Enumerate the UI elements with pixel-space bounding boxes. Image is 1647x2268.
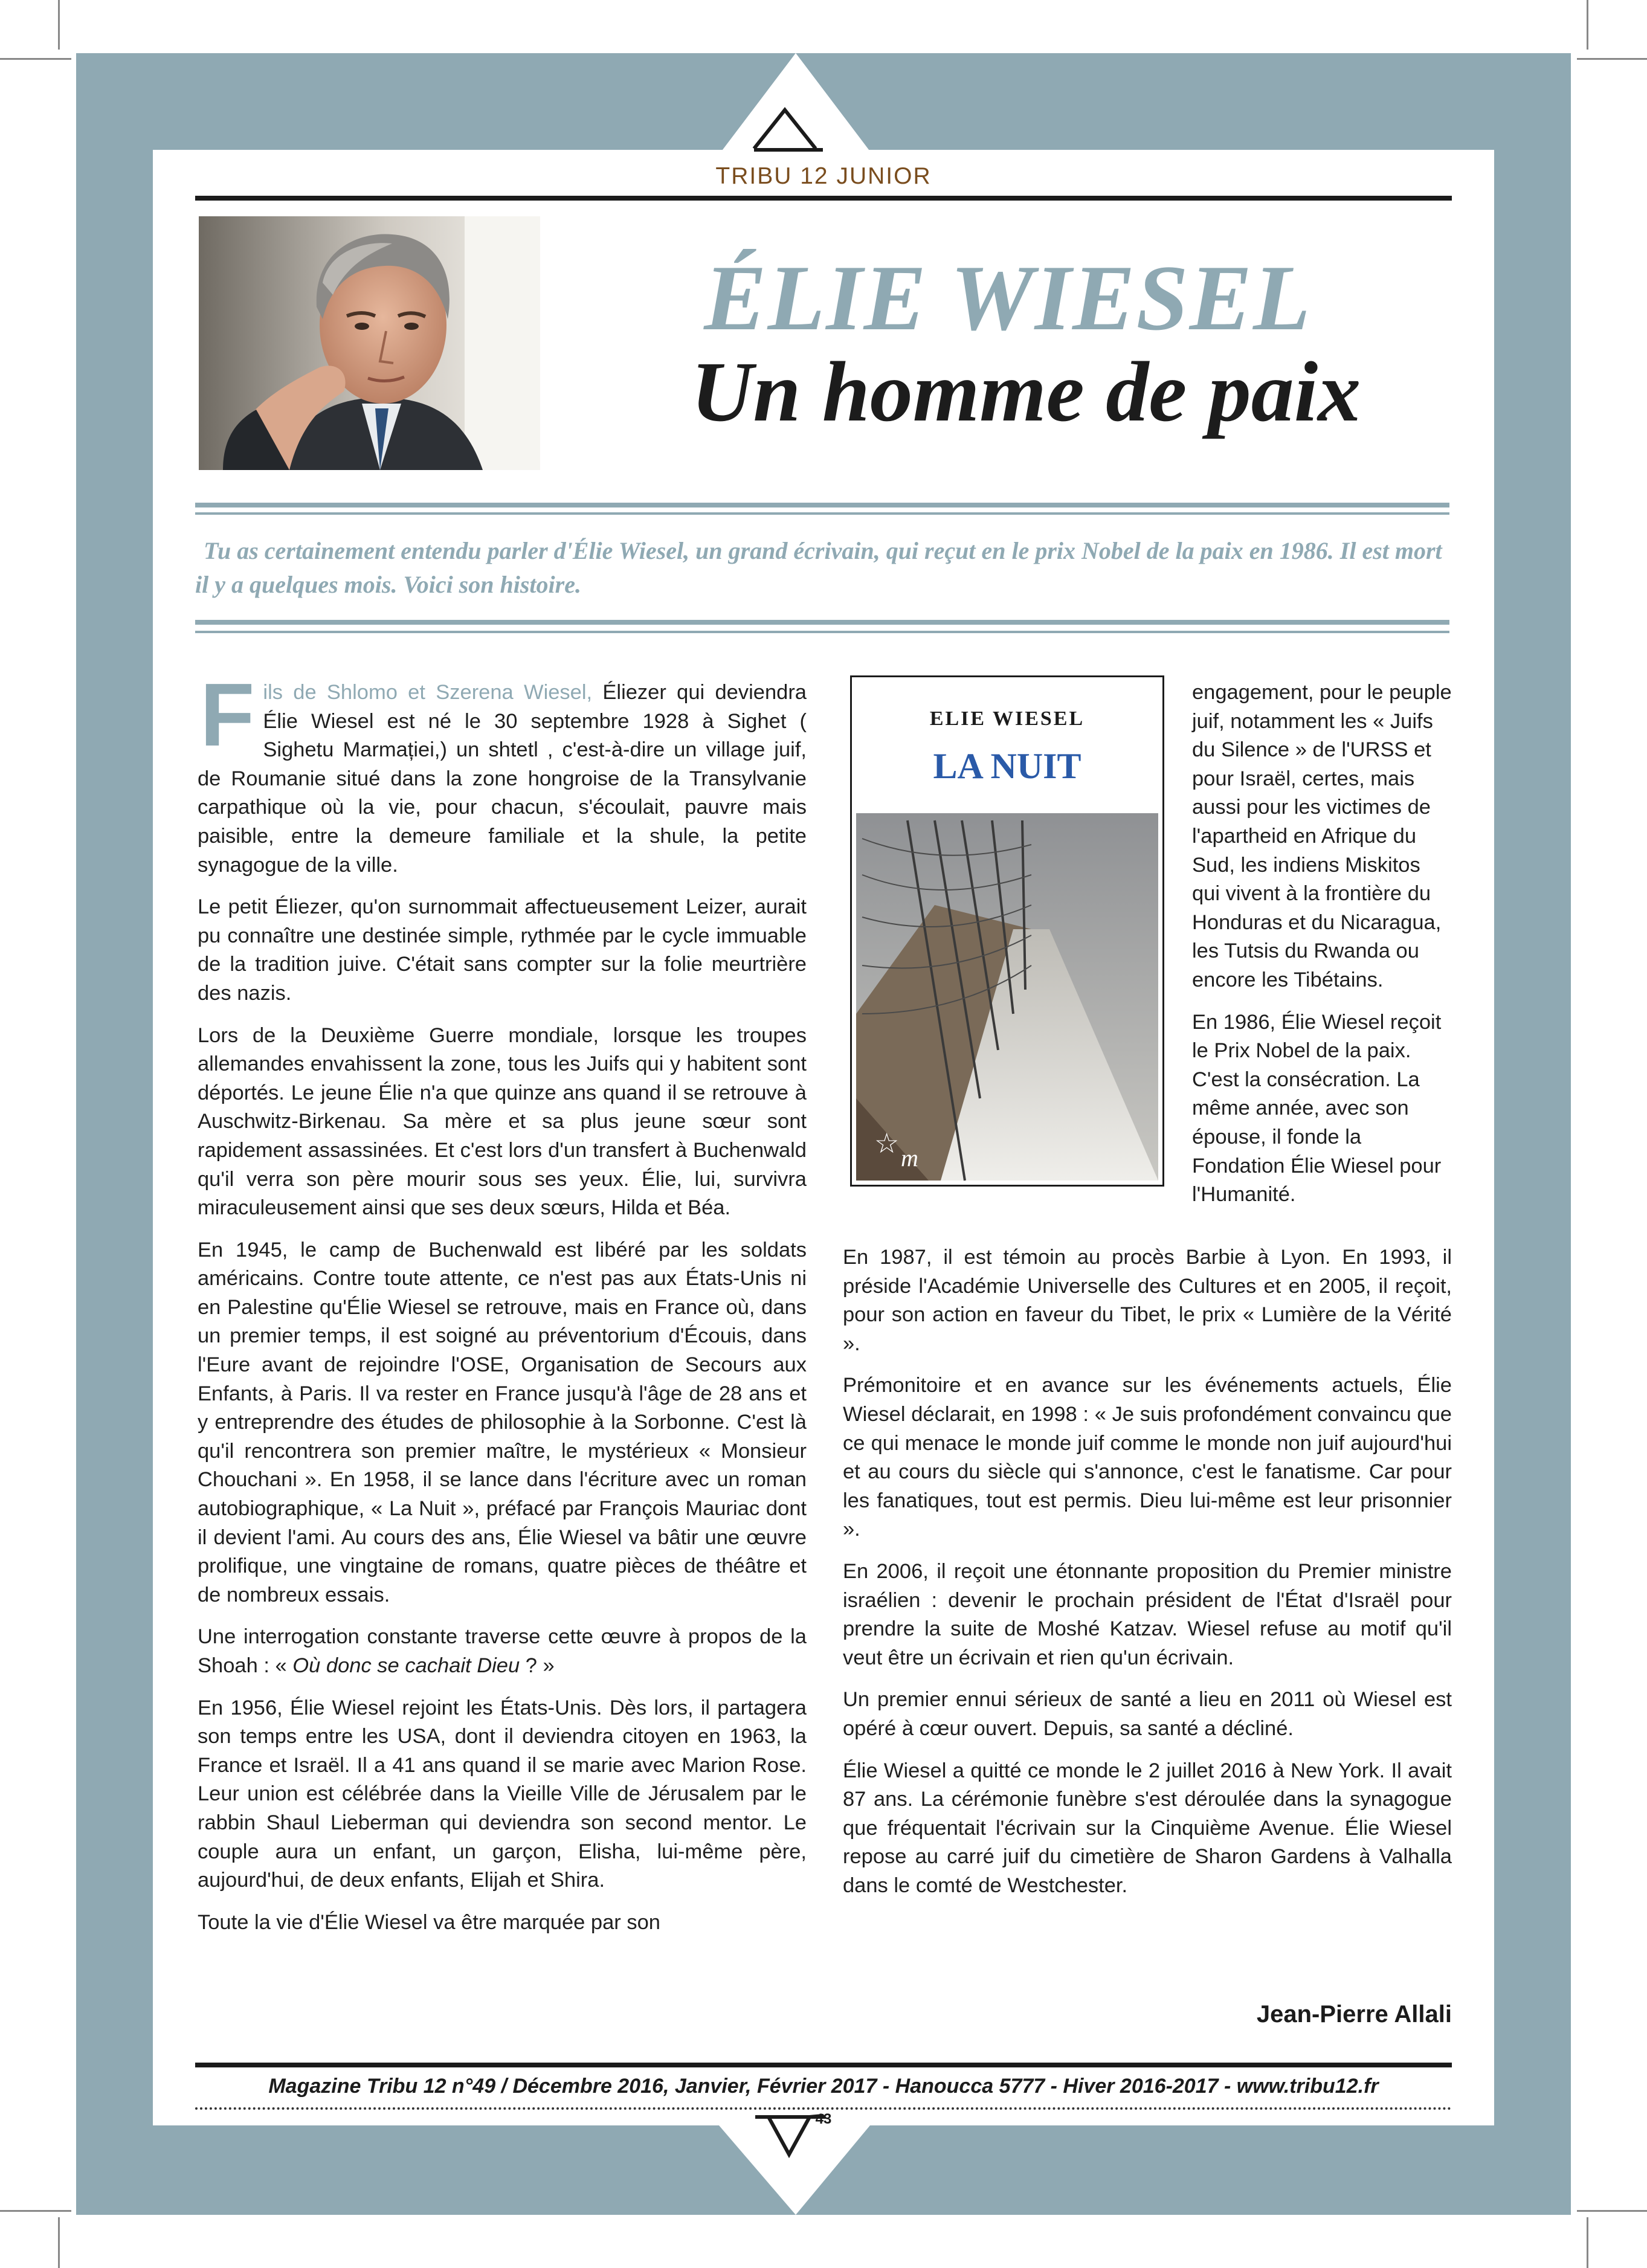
crop-mark — [58, 0, 60, 50]
paragraph-text: ? » — [520, 1654, 555, 1677]
content-area — [153, 150, 1494, 2125]
paragraph-text: Éliezer qui deviendra Élie Wiesel est né le 30 septembre 1928 à Sighet ( Sighetu Marmației,) un shtetl , c'est-à-dire un village juif, de Roumanie situé dans la zone hongroise de la Transylvanie carpathique où la vie, pour chacun, s'écoulait, pauvre mais paisible, entre la demeure familiale et la shule, la petite synagogue de la ville. — [198, 681, 807, 877]
article-column-right-top — [1192, 678, 1452, 1223]
crop-mark — [0, 2210, 71, 2212]
book-cover-image — [850, 675, 1164, 1187]
paragraph-text: Une interrogation constante traverse cette œuvre à propos de la Shoah : « — [198, 1625, 807, 1677]
footer-rule — [195, 2063, 1452, 2067]
footer-text: Magazine Tribu 12 n°49 / Décembre 2016, Janvier, Février 2017 - Hanoucca 5777 - Hiver 2016-2017 - www.tribu12.fr — [268, 2075, 1379, 2098]
paragraph: En 1945, le camp de Buchenwald est libéré par les soldats américains. Contre toute attente, ce n'est pas aux États-Unis ni en Palestine qu'Élie Wiesel se retrouve, mais en France où, dans un premier temps, il est soigné au préventorium d'Écouis, dans l'Eure avant de rejoindre l'OSE, Organisation de Secours aux Enfants, à Paris. Il va rester en France jusqu'à l'âge de 28 ans et y entreprendre des études de philosophie à la Sorbonne. C'est là qu'il rencontrera son premier maître, le mystérieux « Monsieur Chouchani ». En 1958, il se lance dans l'écriture avec un roman autobiographique, « La Nuit », préfacé par François Mauriac dont il devient l'ami. Au cours des ans, Élie Wiesel va bâtir une œuvre prolifique, une vingtaine de romans, quatre pièces de théâtre et de nombreux essais. — [198, 1238, 807, 1606]
article-title: ÉLIE WIESEL — [704, 246, 1312, 350]
portrait-photo — [199, 216, 540, 470]
paragraph: engagement, pour le peuple juif, notamment les « Juifs du Silence » de l'URSS et pour Israël, certes, mais aussi pour les victimes de l'apartheid en Afrique du Sud, les indiens Miskitos qui vivent à la frontière du Honduras et du Nicaragua, les Tutsis du Rwanda ou encore les Tibétains. — [1192, 681, 1452, 991]
paragraph: En 1987, il est témoin au procès Barbie à Lyon. En 1993, il préside l'Académie Universelle des Cultures et en 2005, il reçoit, pour son action en faveur du Tibet, le prix « Lumière de la Vérité ». — [843, 1246, 1452, 1355]
page-number: 43 — [815, 2111, 832, 2127]
intro-rule-top-thin — [195, 512, 1449, 515]
intro-rule-bottom-thin — [195, 631, 1449, 633]
intro-rule-top — [195, 503, 1449, 507]
paragraph-lead: ils de Shlomo et Szerena Wiesel, — [263, 681, 593, 704]
intro-rule-bottom — [195, 620, 1449, 625]
paragraph: Prémonitoire et en avance sur les événements actuels, Élie Wiesel déclarait, en 1998 : « Je suis profondément convaincu que ce qui menace le monde juif comme le monde non juif aujourd'hui et au cours du siècle qui s'annonce, c'est le fanatisme. Car pour les fanatiques, tout est permis. Dieu lui-même est leur prisonnier ». — [843, 1374, 1452, 1541]
header-rule — [195, 196, 1452, 201]
crop-mark — [1577, 58, 1647, 60]
publisher-mark: m — [901, 1144, 918, 1171]
paragraph: Toute la vie d'Élie Wiesel va être marquée par son — [198, 1910, 660, 1934]
footer-dotted-rule — [195, 2107, 1452, 2110]
publisher-star-icon: ☆ — [874, 1127, 900, 1159]
quote: Où donc se cachait Dieu — [292, 1654, 520, 1677]
paragraph: Lors de la Deuxième Guerre mondiale, lorsque les troupes allemandes envahissent la zone, tous les Juifs qui y habitent sont déportés. Le jeune Élie n'a que quinze ans quand il se retrouve à Auschwitz-Birkenau. Sa mère et sa plus jeune sœur sont rapidement assassinées. Et c'est lors d'un transfert à Buchenwald qu'il verra son père mourir sous ses yeux. Élie, lui, survivra miraculeusement ainsi que ses deux sœurs, Hilda et Béa. — [198, 1023, 807, 1220]
article-column-right — [843, 1243, 1452, 1913]
paragraph — [198, 665, 807, 880]
article-subtitle: Un homme de paix — [691, 344, 1361, 439]
author-signature: Jean-Pierre Allali — [1256, 2001, 1452, 2028]
crop-mark — [1587, 2217, 1588, 2268]
crop-mark — [1577, 2210, 1647, 2212]
book-title: LA NUIT — [933, 746, 1081, 786]
article-column-left — [198, 665, 807, 1950]
crop-mark — [1587, 0, 1588, 50]
paragraph: Élie Wiesel a quitté ce monde le 2 juillet 2016 à New York. Il avait 87 ans. La cérémonie funèbre s'est déroulée dans la synagogue que fréquentait l'écrivain sur la Cinquième Avenue. Élie Wiesel repose au carré juif du cimetière de Sharon Gardens à Valhalla dans le comté de Westchester. — [843, 1759, 1452, 1897]
paragraph — [198, 1623, 807, 1680]
paragraph: En 2006, il reçoit une étonnante proposition du Premier ministre israélien : devenir le prochain président de l'État d'Israël pour prendre la suite de Moshé Katzav. Wiesel refuse au motif qu'il veut être un écrivain et rien qu'un écrivain. — [843, 1559, 1452, 1669]
paragraph: Un premier ennui sérieux de santé a lieu en 2011 où Wiesel est opéré à cœur ouvert. Depuis, sa santé a décliné. — [843, 1688, 1452, 1740]
paragraph: En 1956, Élie Wiesel rejoint les États-Unis. Dès lors, il partagera son temps entre les USA, dont il deviendra citoyen en 1963, la France et Israël. Il a 41 ans quand il se marie avec Marion Rose. Leur union est célébrée dans la Vieille Ville de Jérusalem par le rabbin Shaul Lieberman qui deviendra son second mentor. Le couple aura un enfant, un garçon, Elisha, lui-même père, aujourd'hui, de deux enfants, Elijah et Shira. — [198, 1696, 807, 1892]
paragraph: Le petit Éliezer, qu'on surnommait affectueusement Leizer, aurait pu connaître une destinée simple, rythmée par le cycle immuable de la tradition juive. C'était sans compter sur la folie meurtrière des nazis. — [198, 895, 807, 1005]
crop-mark — [58, 2217, 60, 2268]
crop-mark — [0, 58, 71, 60]
paragraph: En 1986, Élie Wiesel reçoit le Prix Nobel de la paix. C'est la consécration. La même année, avec son épouse, il fonde la Fondation Élie Wiesel pour l'Humanité. — [1192, 1010, 1442, 1206]
section-label: TRIBU 12 JUNIOR — [715, 163, 932, 189]
drop-cap: F — [200, 665, 255, 765]
book-author: ELIE WIESEL — [929, 707, 1085, 730]
intro-text: Tu as certainement entendu parler d'Élie Wiesel, un grand écrivain, qui reçut en le prix Nobel de la paix en 1986. Il est mort il y a quelques mois. Voici son histoire. — [195, 537, 1442, 598]
